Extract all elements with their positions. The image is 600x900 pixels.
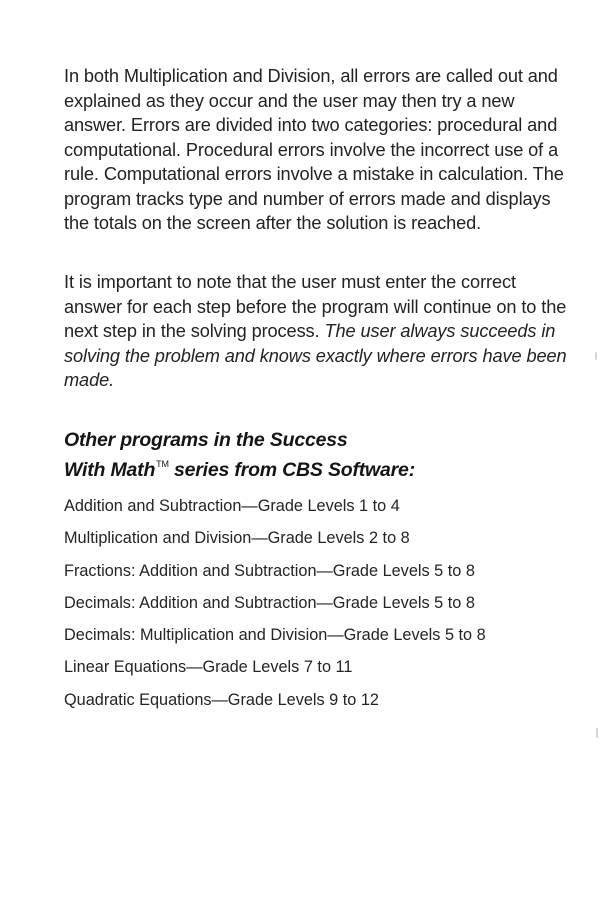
note-paragraph (64, 270, 574, 393)
trademark-symbol: TM (156, 459, 169, 469)
program-list (64, 496, 574, 722)
heading-line-1: Other programs in the Success (64, 429, 348, 451)
program-item-decimals-multiplication-division: Decimals: Multiplication and Division—Grade Levels 5 to 8 (64, 626, 486, 645)
note-plain-text: It is important to note that the user must enter the correct answer for each step before the program will continue on to the next step in the solving process. (64, 272, 567, 341)
note-italic-text: The user always succeeds in solving the problem and knows exactly where errors have been made. (64, 321, 567, 390)
program-item-multiplication-division: Multiplication and Division—Grade Levels 2 to 8 (64, 529, 410, 548)
other-programs-heading (64, 428, 564, 482)
heading-line-2b: series from CBS Software: (168, 459, 415, 481)
scan-edge-mark-top (595, 352, 597, 360)
intro-paragraph: In both Multiplication and Division, all errors are called out and explained as they occur and the user may then try a new answer. Errors are divided into two categories: procedural and computational. Procedural errors involve the incorrect use of a rule. Computational errors involve a mistake in calculation. The program tracks type and number of errors made and displays the totals on the screen after the solution is reached. (64, 66, 564, 233)
program-item-linear-equations: Linear Equations—Grade Levels 7 to 11 (64, 658, 353, 677)
program-item-quadratic-equations: Quadratic Equations—Grade Levels 9 to 12 (64, 690, 379, 709)
program-item-fractions: Fractions: Addition and Subtraction—Grade Levels 5 to 8 (64, 561, 475, 580)
heading-line-2a: With Math (64, 459, 156, 481)
scan-edge-mark-bottom (596, 728, 598, 738)
program-item-addition-subtraction: Addition and Subtraction—Grade Levels 1 to 4 (64, 497, 400, 515)
program-item-decimals-addition-subtraction: Decimals: Addition and Subtraction—Grade Levels 5 to 8 (64, 593, 475, 612)
